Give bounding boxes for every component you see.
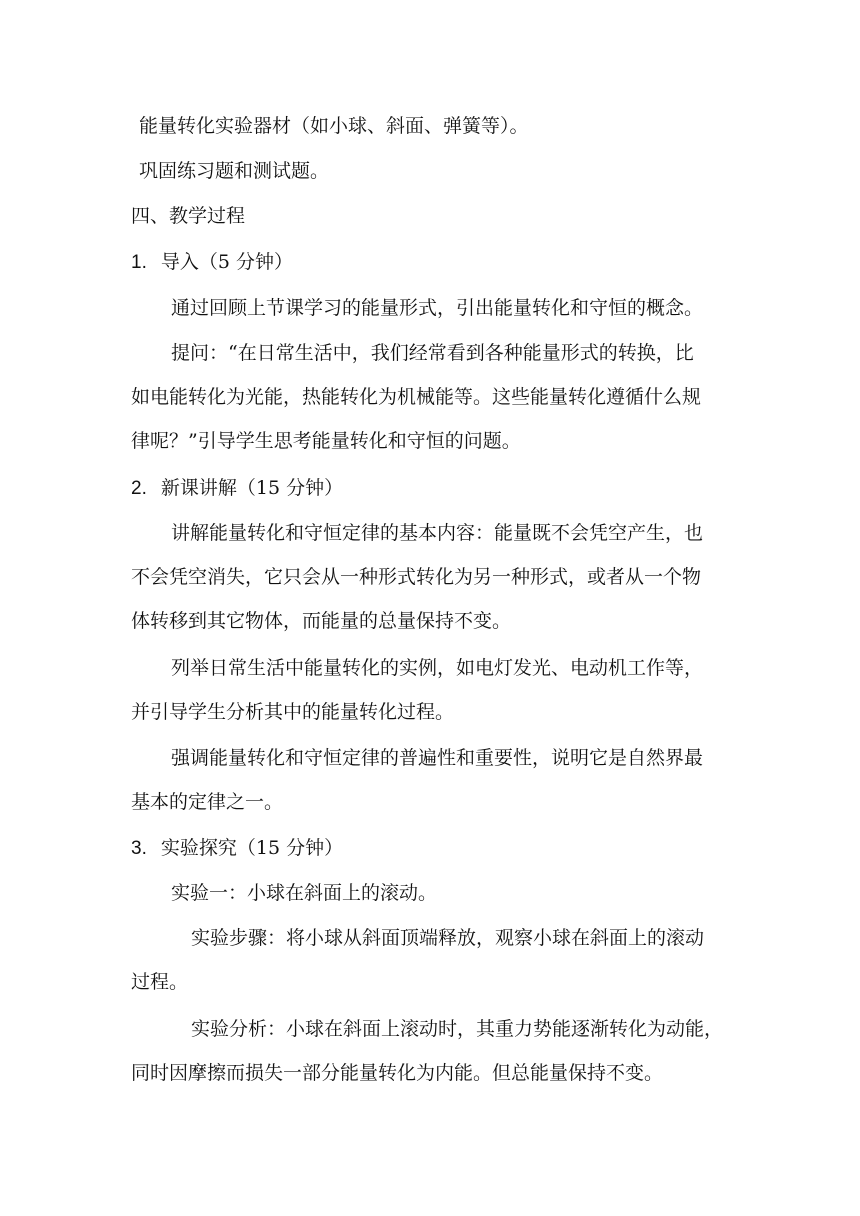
step2-paragraph-1 [131, 520, 731, 635]
step2-title: 新课讲解（15 分钟） [160, 477, 344, 499]
step1-heading [131, 249, 293, 276]
text-line: 如电能转化为光能，热能转化为机械能等。这些能量转化遵循什么规 [131, 386, 702, 408]
text-line: 同时因摩擦而损失一部分能量转化为内能。但总能量保持不变。 [131, 1062, 664, 1084]
step1-paragraph-1: 通过回顾上节课学习的能量形式，引出能量转化和守恒的概念。 [171, 297, 704, 319]
step1-paragraph-2 [131, 340, 731, 455]
text-line: 不会凭空消失，它只会从一种形式转化为另一种形式，或者从一个物 [131, 566, 702, 588]
text-line: 律呢？”引导学生思考能量转化和守恒的问题。 [131, 430, 521, 452]
text-line: 强调能量转化和守恒定律的普遍性和重要性，说明它是自然界最 [171, 747, 704, 769]
step3-number: 3. [131, 838, 147, 859]
step2-heading [131, 475, 343, 502]
step3-heading [131, 835, 343, 862]
step2-paragraph-3 [131, 745, 731, 816]
text-line: 体转移到其它物体，而能量的总量保持不变。 [131, 610, 512, 632]
text-line: 实验分析：小球在斜面上滚动时，其重力势能逐渐转化为动能， [191, 1018, 724, 1040]
step1-number: 1. [131, 252, 147, 273]
text-line: 实验步骤：将小球从斜面顶端释放，观察小球在斜面上的滚动 [191, 927, 705, 949]
materials-item-2: 巩固练习题和测试题。 [139, 160, 330, 182]
text-line: 基本的定律之一。 [131, 791, 284, 813]
text-line: 讲解能量转化和守恒定律的基本内容：能量既不会凭空产生，也 [171, 522, 704, 544]
text-line: 过程。 [131, 971, 189, 993]
experiment-analysis [131, 1016, 731, 1087]
step3-title: 实验探究（15 分钟） [160, 837, 344, 859]
text-line: 并引导学生分析其中的能量转化过程。 [131, 701, 455, 723]
step2-paragraph-2 [131, 655, 731, 726]
text-line: 提问：“在日常生活中，我们经常看到各种能量形式的转换，比 [171, 342, 694, 364]
step1-title: 导入（5 分钟） [160, 251, 293, 273]
text-line: 列举日常生活中能量转化的实例，如电灯发光、电动机工作等， [171, 657, 704, 679]
section-heading: 四、教学过程 [131, 205, 246, 227]
step2-number: 2. [131, 478, 147, 499]
experiment-steps [131, 925, 731, 996]
materials-item-1: 能量转化实验器材（如小球、斜面、弹簧等）。 [139, 115, 529, 137]
experiment-1-title: 实验一：小球在斜面上的滚动。 [171, 882, 438, 904]
